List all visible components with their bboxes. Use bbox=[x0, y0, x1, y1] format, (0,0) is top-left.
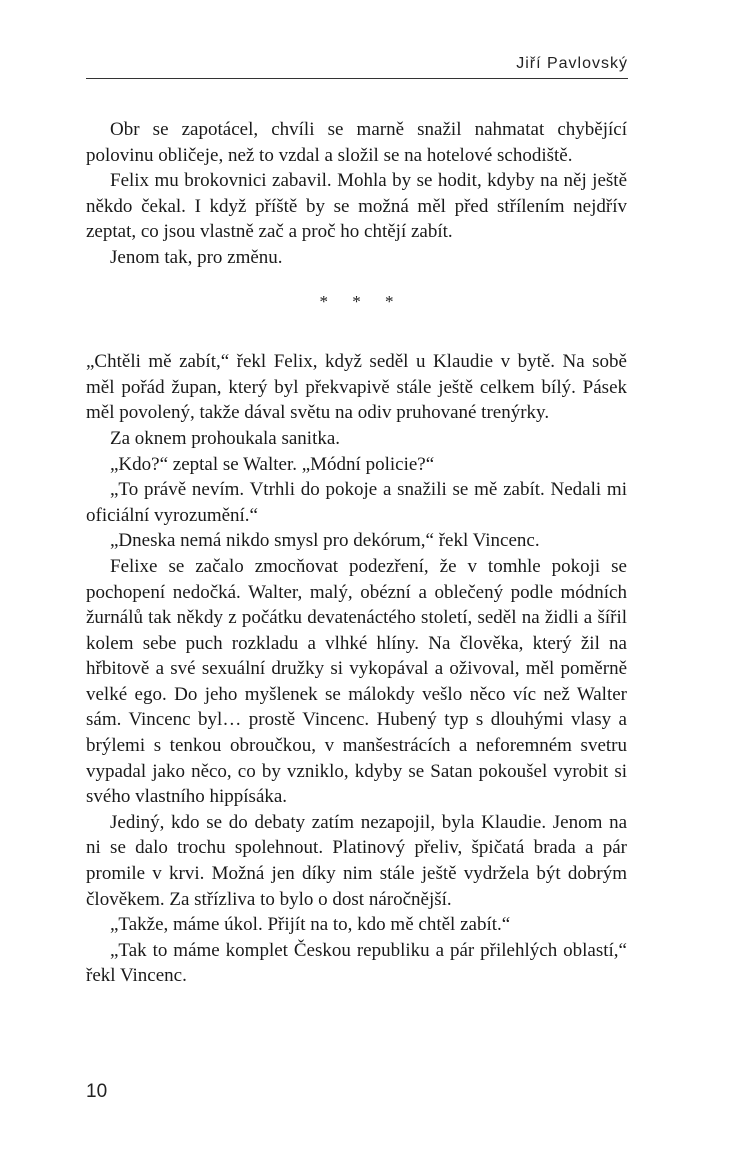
paragraph: „Takže, máme úkol. Přijít na to, kdo mě chtěl zabít.“ bbox=[110, 914, 511, 936]
body-text bbox=[86, 117, 627, 989]
paragraph: „Chtěli mě zabít,“ řekl Felix, když seděl u Klaudie v bytě. Na sobě měl pořád župan, který byl překvapivě stále ještě celkem bílý. Pásek měl povolený, takže dával světu na odiv pruhované trenýrky. bbox=[86, 351, 627, 424]
paragraph: „Kdo?“ zeptal se Walter. „Módní policie?“ bbox=[110, 453, 435, 475]
paragraph: Felixe se začalo zmocňovat podezření, že v tomhle pokoji se pochopení nedočká. Walter, malý, obézní a oblečený podle módních žurnálů tak někdy z počátku devatenáctého století, seděl na židli a šířil kolem sebe puch rozkladu a vlhké hlíny. Na člověka, který žil na hřbitově a své sexuální družky si vykopával a oživoval, měl poměrně velké ego. Do jeho myšlenek se málokdy vešlo něco víc než Walter sám. Vincenc byl… prostě Vincenc. Hubený typ s dlouhými vlasy a brýlemi s tenkou obroučkou, v manšestrácích a neforemném svetru vypadal jako něco, co by vzniklo, kdyby se Satan pokoušel vyrobit si svého vlastního hippísáka. bbox=[86, 555, 627, 808]
paragraph: Felix mu brokovnici zabavil. Mohla by se hodit, kdyby na něj ještě někdo čekal. I když příště by se možná měl před střílením nejdřív zeptat, co jsou vlastně zač a proč ho chtějí zabít. bbox=[86, 170, 627, 243]
paragraph: „Dneska nemá nikdo smysl pro dekórum,“ řekl Vincenc. bbox=[110, 530, 540, 552]
paragraph: Jediný, kdo se do debaty zatím nezapojil, byla Klaudie. Jenom na ni se dalo trochu spolehnout. Platinový přeliv, špičatá brada a pár promile v krvi. Možná jen díky nim stále ještě vydržela být dobrým člověkem. Za střízliva to bylo o dost náročnější. bbox=[86, 811, 627, 910]
paragraph: Obr se zapotácel, chvíli se marně snažil nahmatat chybějící polovinu obličeje, než to vzdal a složil se na hotelové schodiště. bbox=[86, 119, 627, 166]
paragraph: Za oknem prohoukala sanitka. bbox=[110, 427, 341, 449]
paragraph: „Tak to máme komplet Českou republiku a pár přilehlých oblastí,“ řekl Vincenc. bbox=[86, 939, 627, 987]
paragraph: „To právě nevím. Vtrhli do pokoje a snažili se mě zabít. Nedali mi oficiální vyrozumění.“ bbox=[86, 479, 627, 526]
running-head-author: Jiří Pavlovský bbox=[516, 55, 628, 72]
paragraph: Jenom tak, pro změnu. bbox=[110, 246, 283, 268]
section-break: * * * bbox=[319, 291, 404, 311]
header-rule bbox=[86, 78, 628, 79]
page-number: 10 bbox=[86, 1081, 108, 1102]
